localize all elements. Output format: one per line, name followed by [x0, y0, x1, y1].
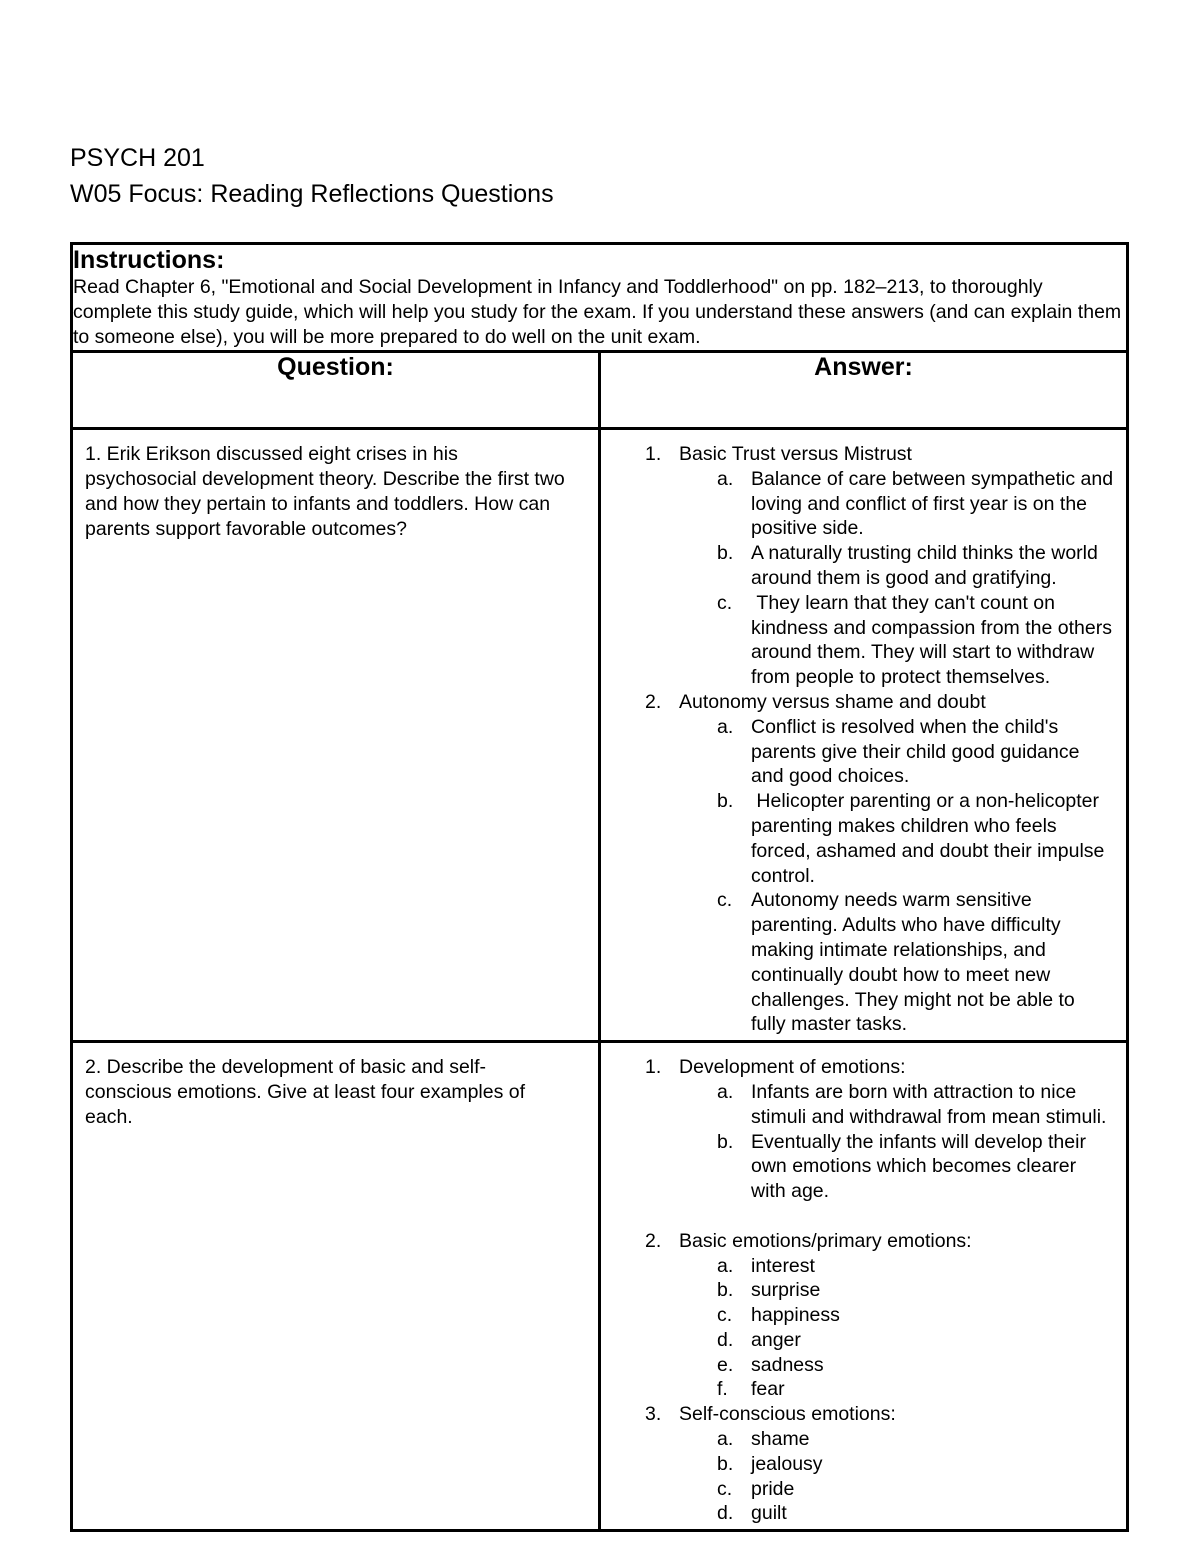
- assignment-title: W05 Focus: Reading Reflections Questions: [70, 180, 554, 208]
- sub-item: [717, 591, 1118, 690]
- sub-item-letter: a.: [717, 467, 734, 490]
- sub-item-letter: b.: [717, 1279, 734, 1302]
- question-cell: [72, 1042, 600, 1531]
- sub-item-letter: c.: [717, 591, 733, 614]
- sub-item: [717, 1377, 1114, 1402]
- instructions-cell: [72, 244, 1128, 352]
- answer-item: [645, 442, 1118, 690]
- answer-cell: [600, 1042, 1128, 1531]
- sub-list: [679, 1080, 1114, 1204]
- sub-item-letter: d.: [717, 1328, 734, 1351]
- sub-item: [717, 467, 1114, 541]
- sub-item: [717, 1353, 1114, 1378]
- sub-item-text: They learn that they can't count on kindness and compassion from the others around them. They will start to withdraw from people to protect themselves.: [751, 591, 1118, 689]
- instructions-body: Read Chapter 6, "Emotional and Social Development in Infancy and Toddlerhood" on pp. 182–213, to thoroughly complete this study guide, which will help you study for the exam. If you understand these answers (and can explain them to someone else), you will be more prepared to do well on the unit exam.: [73, 276, 1122, 348]
- sub-item-text: Helicopter parenting or a non-helicopter parenting makes children who feels forced, ashamed and doubt their impulse control.: [751, 790, 1110, 887]
- sub-item: [717, 888, 1114, 1037]
- study-guide-table: [70, 242, 1129, 1532]
- item-text: Development of emotions:: [679, 1056, 906, 1079]
- question-header: Question:: [72, 352, 600, 429]
- sub-item-letter: a.: [717, 1254, 734, 1277]
- sub-item-text: sadness: [751, 1353, 824, 1376]
- item-text: Basic Trust versus Mistrust: [679, 443, 912, 465]
- blank-line: [679, 1204, 1114, 1229]
- question-text: 1. Erik Erikson discussed eight crises in his psychosocial development theory. Describe the first two and how they pertain to infants and toddlers. How can parents support favorable outcomes?: [85, 443, 565, 540]
- sub-item-letter: a.: [717, 1080, 734, 1103]
- sub-item: [717, 1501, 1114, 1526]
- sub-item-letter: c.: [717, 1304, 733, 1327]
- sub-item-letter: e.: [717, 1353, 734, 1376]
- sub-item-text: jealousy: [751, 1452, 823, 1475]
- sub-item: [717, 1278, 1114, 1303]
- item-number: 2.: [645, 690, 662, 713]
- sub-list: [679, 1427, 1114, 1526]
- item-number: 3.: [645, 1403, 662, 1426]
- answer-list: [601, 1055, 1114, 1526]
- sub-list: [679, 715, 1114, 1037]
- sub-item: [717, 1427, 1114, 1452]
- sub-item: [717, 1477, 1114, 1502]
- table-row: [72, 429, 1128, 1042]
- column-header-row: [72, 352, 1128, 429]
- answer-cell: [600, 429, 1128, 1042]
- item-number: 2.: [645, 1229, 662, 1252]
- answer-item: [645, 1055, 1114, 1229]
- sub-item: [717, 1328, 1114, 1353]
- question-text: 2. Describe the development of basic and self-conscious emotions. Give at least four examples of each.: [85, 1056, 526, 1129]
- answer-item: [645, 690, 1114, 1037]
- sub-item-text: shame: [751, 1428, 810, 1451]
- sub-item-text: Autonomy needs warm sensitive parenting. Adults who have difficulty making intimate relationships, and continually doubt how to meet new challenges. They might not be able to fully master tasks.: [751, 889, 1075, 1036]
- sub-item: [717, 1452, 1114, 1477]
- item-number: 1.: [645, 1056, 662, 1079]
- sub-item-text: pride: [751, 1477, 795, 1500]
- sub-item: [717, 1303, 1114, 1328]
- sub-list: [679, 467, 1118, 690]
- sub-item-letter: a.: [717, 1428, 734, 1451]
- sub-item-letter: f.: [717, 1378, 728, 1401]
- sub-item-text: Conflict is resolved when the child's parents give their child good guidance and good choices.: [751, 715, 1080, 788]
- sub-item-text: Eventually the infants will develop their own emotions which becomes clearer with age.: [751, 1130, 1086, 1203]
- sub-item-letter: c.: [717, 889, 733, 912]
- sub-item-letter: d.: [717, 1502, 734, 1525]
- item-number: 1.: [645, 443, 662, 465]
- sub-item-text: anger: [751, 1328, 801, 1351]
- sub-item-letter: c.: [717, 1477, 733, 1500]
- answer-item: [645, 1229, 1114, 1403]
- sub-item-letter: b.: [717, 542, 734, 565]
- sub-item-text: happiness: [751, 1304, 840, 1327]
- sub-list: [679, 1254, 1114, 1403]
- sub-item-text: fear: [751, 1378, 785, 1401]
- sub-item-letter: b.: [717, 1452, 734, 1475]
- sub-item-letter: b.: [717, 790, 734, 813]
- sub-item: [717, 541, 1114, 591]
- sub-item: [717, 715, 1114, 789]
- answer-content: [601, 1043, 1126, 1529]
- instructions-title: Instructions:: [73, 246, 225, 274]
- answer-header: Answer:: [600, 352, 1128, 429]
- table-row: [72, 1042, 1128, 1531]
- sub-item: [717, 1254, 1114, 1279]
- answer-list: [601, 442, 1118, 1037]
- sub-item-text: Infants are born with attraction to nice stimuli and withdrawal from mean stimuli.: [751, 1080, 1107, 1128]
- sub-item: [717, 1130, 1114, 1204]
- item-text: Self-conscious emotions:: [679, 1403, 896, 1426]
- sub-item: [717, 789, 1114, 888]
- item-text: Basic emotions/primary emotions:: [679, 1229, 972, 1252]
- document-header: [70, 140, 554, 212]
- item-text: Autonomy versus shame and doubt: [679, 690, 986, 713]
- sub-item-text: surprise: [751, 1279, 821, 1302]
- sub-item: [717, 1080, 1114, 1130]
- sub-item-letter: b.: [717, 1130, 734, 1153]
- sub-item-text: A naturally trusting child thinks the world around them is good and gratifying.: [751, 542, 1098, 589]
- answer-item: [645, 1402, 1114, 1526]
- sub-item-text: Balance of care between sympathetic and loving and conflict of first year is on the positive side.: [751, 467, 1114, 540]
- instructions-row: [72, 244, 1128, 352]
- course-title: PSYCH 201: [70, 144, 205, 172]
- sub-item-text: guilt: [751, 1502, 787, 1525]
- answer-content: [601, 430, 1126, 1040]
- sub-item-text: interest: [751, 1254, 815, 1277]
- question-cell: [72, 429, 600, 1042]
- sub-item-letter: a.: [717, 715, 734, 738]
